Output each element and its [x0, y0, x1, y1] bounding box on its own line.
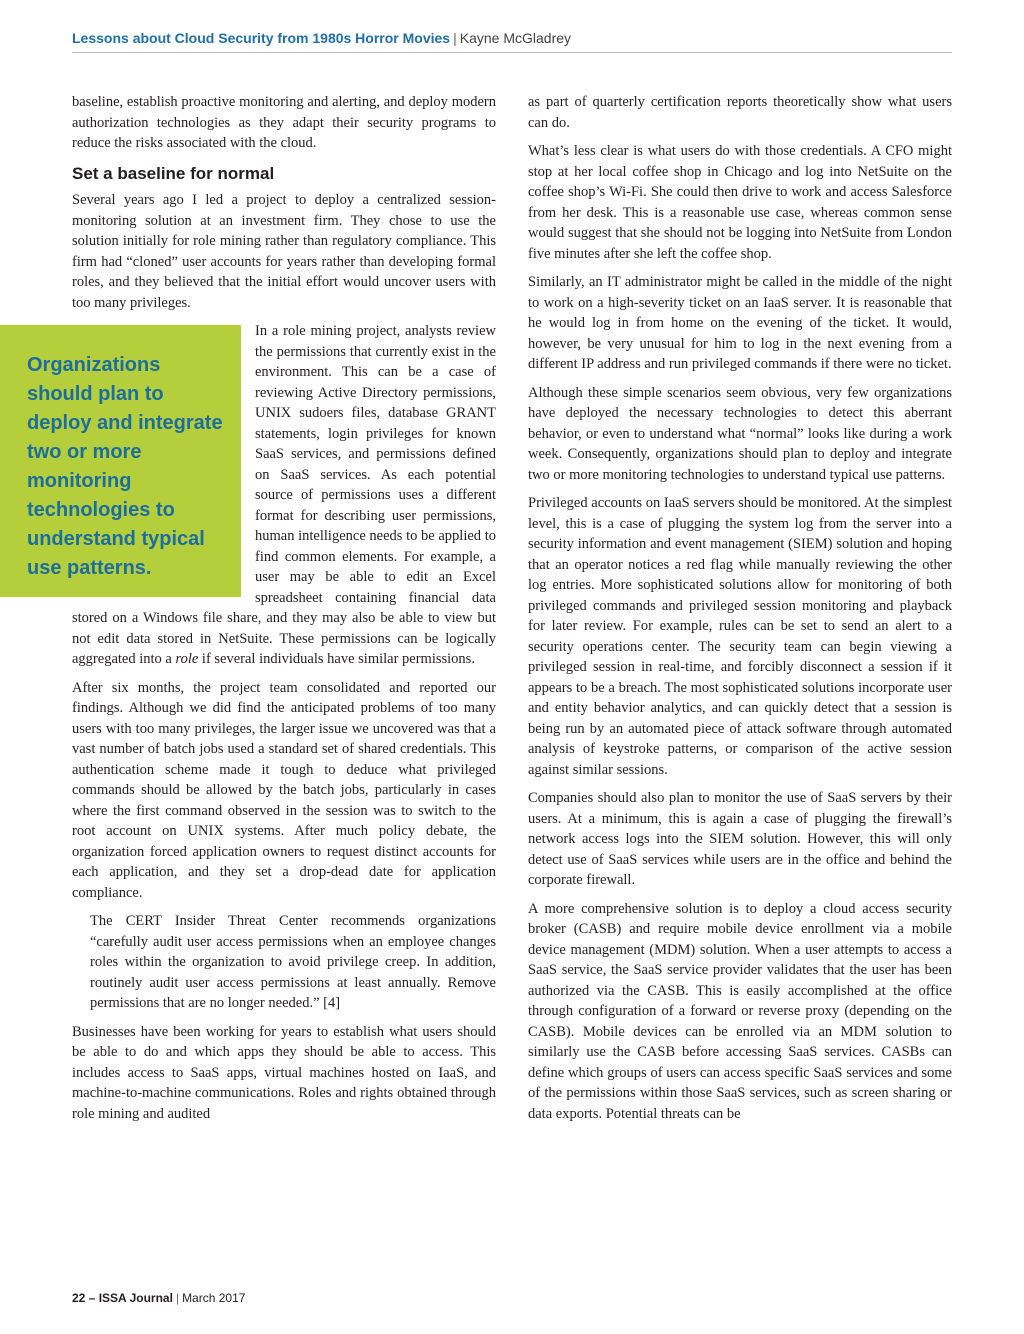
intro-paragraph: baseline, establish proactive monitoring and alerting, and deploy modern authorization technologies as they adapt their security programs to reduce the risks associated with the cloud.	[72, 94, 496, 151]
paragraph-businesses: Businesses have been working for years to establish what users should be able to do and which apps they should be able to access. This includes access to SaaS apps, virtual machines hosted on IaaS, and machine-to-machine communications. Roles and rights obtained through role mining and audited	[72, 1023, 496, 1122]
paragraph-casb: A more comprehensive solution is to deploy a cloud access security broker (CASB) and require mobile device enrollment via a mobile device management (MDM) solution. When a user attempts to access a SaaS service, the SaaS service provider validates that the user has been authorized via the CASB. This is easily accomplished at the office through configuration of a forward or reverse proxy (depending on the CASB). Mobile devices can be enrolled via an MDM solution to similarly use the CASB before accessing SaaS services. CASBs can define which groups of users can access specific SaaS services and some of the permissions within those SaaS services, such as screen sharing or data exports. Potential threats can be	[528, 900, 952, 1122]
header-divider	[72, 52, 952, 53]
footer-separator: |	[175, 1291, 180, 1305]
paragraph-text: In a role mining project, analysts review the permissions that currently exist in the environment. This can be a case of reviewing Active Directory permissions, UNIX sudoers files, database GRANT statements, login privileges for known SaaS services, and permissions defined on SaaS services. As each potential source of permissions uses a different format for describing user permissions, human intelligence needs to be applied to find common elements. For example, a user may be able to edit an Excel spreadsheet containing financial data stored on a Windows file share, and they may also be able to view but not edit data stored in NetSuite. These permissions can be logically aggregated into a	[72, 323, 496, 667]
article-author: Kayne McGladrey	[459, 30, 572, 46]
issue-date: March 2017	[182, 1291, 246, 1305]
pull-quote: Organizations should plan to deploy and integrate two or more monitoring technologies to understand typical use patterns.	[0, 325, 241, 597]
paragraph-privileged-accounts: Privileged accounts on IaaS servers should be monitored. At the simplest level, this is a case of plugging the system log from the server into a security information and event management (SIEM) solution and hoping that an operator notices a red flag while manually reviewing the other log entries. More sophisticated solutions allow for monitoring of both privileged commands and privileged session monitoring and playback for later review. For example, rules can be set to send an alert to a security operations center. The security team can begin viewing a privileged session in real-time, and forcibly disconnect a session if it appears to be a breach. The most sophisticated solutions incorporate user and entity behavior analytics, and can quickly detect that a session is being run by an automated piece of attack software through automated analysis of keystroke patterns, or comparison of the active session against similar sessions.	[528, 495, 952, 778]
header-separator: |	[453, 30, 457, 46]
paragraph-certification: as part of quarterly certification reports theoretically show what users can do.	[528, 94, 952, 131]
right-column	[528, 92, 952, 1132]
paragraph-it-admin-scenario: Similarly, an IT administrator might be called in the middle of the night to work on a high-severity ticket on an IaaS server. It is reasonable that he would log in from home on the evening of the ticket. It would, however, be very unusual for him to log in the next evening from a different IP address and run privileged commands if there were no ticket.	[528, 274, 952, 372]
emphasized-term: role	[175, 651, 199, 667]
paragraph-cfo-scenario: What’s less clear is what users do with those credentials. A CFO might stop at her local coffee shop in Chicago and log into NetSuite on the coffee shop’s Wi-Fi. She could then drive to work and access Salesforce from her desk. This is a reasonable use case, whereas common sense would suggest that she should not be logging into NetSuite from London five minutes after she left the coffee shop.	[528, 143, 952, 262]
running-header	[72, 30, 952, 46]
left-column	[27, 92, 496, 1132]
article-title: Lessons about Cloud Security from 1980s Horror Movies	[72, 30, 451, 46]
page-number: 22 – ISSA Journal	[72, 1291, 173, 1305]
block-quote: The CERT Insider Threat Center recommends organizations “carefully audit user access permissions when an employee changes roles within the organization to avoid privilege creep. In addition, routinely audit user access permissions at least annually. Remove permissions that are no longer needed.” [4]	[90, 913, 496, 1011]
paragraph-aberrant-behavior: Although these simple scenarios seem obvious, very few organizations have deployed the necessary technologies to detect this aberrant behavior, or even to understand what “normal” looks like during a work week. Consequently, organizations should plan to deploy and integrate two or more monitoring technologies to understand typical use patterns.	[528, 384, 952, 483]
paragraph-role-mining-project: Several years ago I led a project to deploy a centralized session-monitoring solution at an investment firm. They chose to use the solution initially for role mining rather than regulatory compliance. This firm had “cloned” user accounts for years rather than developing formal roles, and they believed that the initial effort would uncover users with too many privileges.	[72, 192, 496, 311]
paragraph-saas-monitoring: Companies should also plan to monitor the use of SaaS servers by their users. At a minimum, this is again a case of plugging the firewall’s network access logs into the SIEM solution. However, this will only detect use of SaaS services while users are in the office and behind the corporate firewall.	[528, 790, 952, 888]
page-footer	[72, 1291, 245, 1305]
paragraph-findings: After six months, the project team consolidated and reported our findings. Although we did find the anticipated problems of too many users with too many privileges, the larger issue we uncovered was that a vast number of batch jobs used a standard set of shared credentials. This authentication scheme made it tough to deduce what privileged commands should be allowed by the batch jobs, particularly in cases where the first command observed in the session was to switch to the root account on UNIX systems. After much policy debate, the organization forced application owners to request distinct accounts for each application, and they set a drop-dead date for application compliance.	[72, 679, 496, 901]
section-heading: Set a baseline for normal	[72, 163, 275, 183]
paragraph-text-end: if several individuals have similar permissions.	[201, 651, 475, 667]
